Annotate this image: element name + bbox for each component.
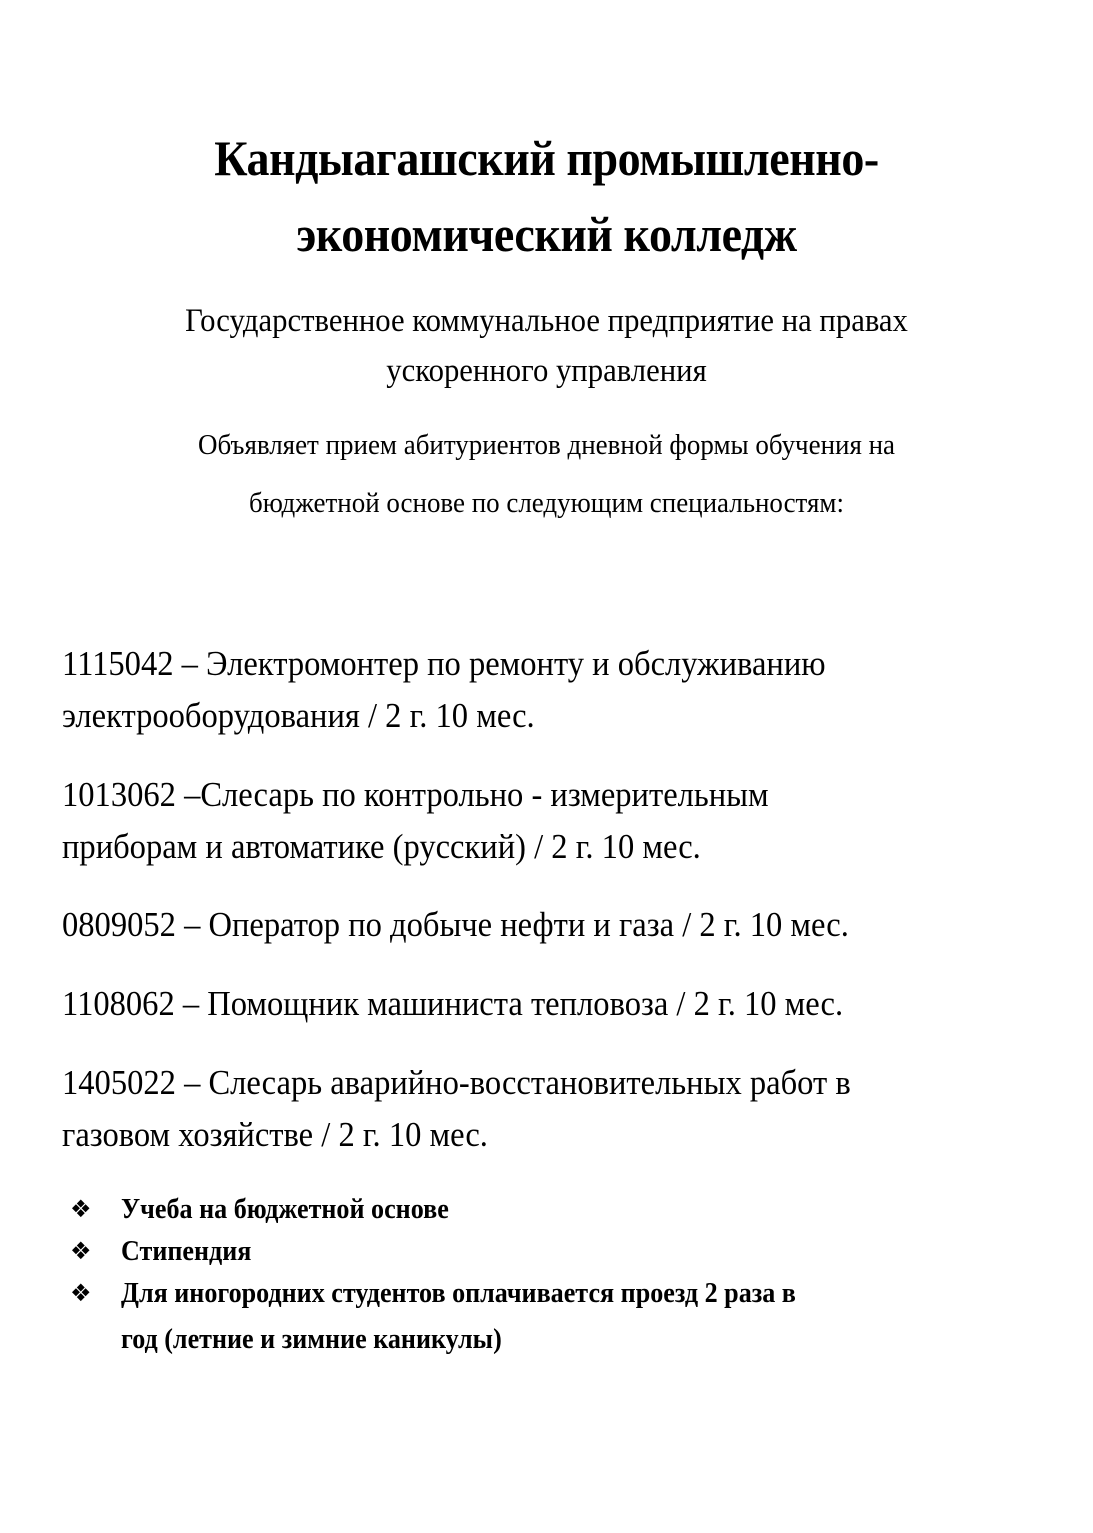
college-title-line-2: экономический колледж [296, 206, 797, 262]
diamond-bullet-icon: ❖ [70, 1195, 92, 1223]
specialty-2-line-2: приборам и автоматике (русский) / 2 г. 10 мес. [62, 827, 701, 866]
specialty-4-line-1: 1108062 – Помощник машиниста тепловоза / 2 г. 10 мес. [62, 984, 844, 1023]
specialty-3-line-1: 0809052 – Оператор по добыче нефти и газа / 2 г. 10 мес. [62, 905, 849, 944]
benefit-text-continued: год (летние и зимние каникулы) [121, 1323, 502, 1355]
subtitle-line-1: Государственное коммунальное предприятие на правах [185, 303, 908, 339]
college-title-line-1: Кандыагашский промышленно- [214, 130, 879, 186]
benefit-item [70, 1188, 1050, 1230]
subtitle-line-2: ускоренного управления [386, 353, 707, 389]
benefit-item [70, 1230, 1050, 1272]
benefit-text: Стипендия [121, 1235, 252, 1267]
specialty-2-line-1: 1013062 –Слесарь по контрольно - измерительным [62, 775, 769, 814]
benefit-text: Учеба на бюджетной основе [121, 1193, 449, 1225]
specialty-1-line-2: электрооборудования / 2 г. 10 мес. [62, 696, 535, 735]
diamond-bullet-icon: ❖ [70, 1237, 92, 1265]
specialty-5-line-2: газовом хозяйстве / 2 г. 10 мес. [62, 1115, 488, 1154]
benefits-list [70, 1188, 1050, 1360]
announcement-line-2: бюджетной основе по следующим специальностям: [249, 487, 844, 519]
benefit-item [70, 1272, 1050, 1360]
announcement-line-1: Объявляет прием абитуриентов дневной формы обучения на [197, 429, 896, 461]
diamond-bullet-icon: ❖ [70, 1279, 92, 1307]
benefit-text: Для иногородних студентов оплачивается проезд 2 раза в [121, 1277, 796, 1309]
specialty-5-line-1: 1405022 – Слесарь аварийно-восстановительных работ в [62, 1063, 851, 1102]
specialty-1-line-1: 1115042 – Электромонтер по ремонту и обслуживанию [62, 644, 826, 683]
